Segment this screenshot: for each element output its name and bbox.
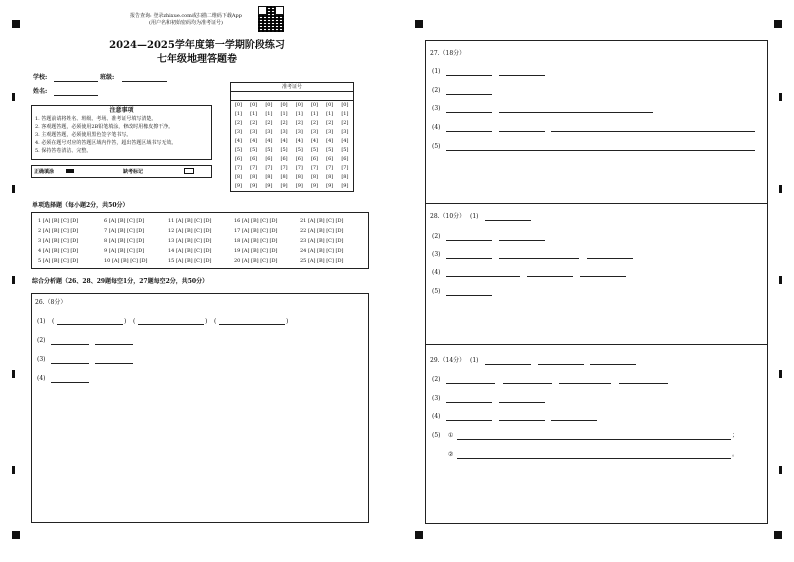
notice-item: 1. 答题前请将姓名、班级、考场、准考证号填写清楚。	[35, 116, 157, 122]
exam-id-digit-bubble[interactable]: [0]	[310, 102, 319, 108]
exam-id-digit-column	[308, 101, 321, 191]
registration-mark	[415, 20, 423, 28]
exam-id-digit-bubble[interactable]: [0]	[265, 102, 273, 108]
exam-id-digit-bubble[interactable]: [0]	[234, 102, 243, 108]
exam-id-digit-bubble[interactable]: [5]	[326, 147, 334, 153]
exam-id-digit-bubble[interactable]: [3]	[310, 129, 319, 135]
exam-id-digit-bubble[interactable]: [5]	[234, 147, 243, 153]
paren-close: )	[124, 318, 127, 325]
q28-part4-blank3[interactable]	[580, 276, 626, 277]
mcq-question-options[interactable]: 21 [A] [B] [C] [D]	[300, 218, 344, 224]
exam-id-digit-bubble[interactable]: [8]	[295, 174, 303, 180]
exam-id-digit-bubble[interactable]: [4]	[310, 138, 319, 144]
q27-part4-label: (4)	[432, 124, 441, 131]
q28-part1-blank1[interactable]	[485, 220, 531, 221]
mcq-question-options[interactable]: 13 [A] [B] [C] [D]	[168, 238, 212, 244]
paren-open: (	[133, 318, 136, 325]
q28-part3-blank2[interactable]	[499, 258, 579, 259]
exam-id-digit-bubble[interactable]: [5]	[295, 147, 303, 153]
q29-part3-blank2[interactable]	[499, 402, 545, 403]
exam-id-digit-bubble[interactable]: [8]	[341, 174, 349, 180]
q29-part4-blank1[interactable]	[446, 420, 492, 421]
exam-id-digit-bubble[interactable]: [0]	[341, 102, 349, 108]
timing-mark	[779, 466, 782, 474]
q29-part4-label: (4)	[432, 413, 441, 420]
q27-answer-box	[425, 40, 768, 204]
name-input[interactable]	[54, 95, 98, 96]
q28-part4-blank2[interactable]	[527, 276, 573, 277]
exam-id-digit-column	[278, 101, 291, 191]
exam-id-digit-bubble[interactable]: [1]	[310, 111, 319, 117]
mcq-section-title: 单项选择题（每小题2分，共50分）	[32, 202, 129, 209]
q28-part1-label: (1)	[470, 213, 479, 220]
notice-item: 5. 保持答卷清洁、完整。	[35, 148, 92, 154]
exam-id-digit-bubble[interactable]: [0]	[295, 102, 303, 108]
exam-id-digit-bubble[interactable]: [9]	[265, 183, 273, 189]
exam-id-digit-bubble[interactable]: [1]	[280, 111, 288, 117]
timing-mark	[779, 93, 782, 101]
q29-part2-label: (2)	[432, 376, 441, 383]
mcq-question-options[interactable]: 6 [A] [B] [C] [D]	[104, 218, 145, 224]
exam-id-digit-bubble[interactable]: [2]	[295, 120, 303, 126]
q29-part5-item2-label: ②	[448, 451, 454, 458]
timing-mark	[12, 466, 15, 474]
exam-id-digit-bubble[interactable]: [8]	[265, 174, 273, 180]
q26-part2-label: (2)	[37, 337, 46, 344]
notice-item: 4. 必须在题号对应的答题区域内作答，超出答题区域书写无效。	[35, 140, 177, 146]
q29-answer-box	[425, 344, 768, 524]
exam-id-digit-bubble[interactable]: [5]	[265, 147, 273, 153]
school-input[interactable]	[54, 81, 98, 82]
exam-id-digit-bubble[interactable]: [9]	[234, 183, 243, 189]
exam-id-digit-bubble[interactable]: [6]	[280, 156, 288, 162]
exam-id-digit-bubble[interactable]: [8]	[280, 174, 288, 180]
registration-mark	[774, 531, 782, 539]
exam-id-digit-bubble[interactable]: [6]	[310, 156, 319, 162]
q29-part4-blank2[interactable]	[499, 420, 545, 421]
q28-part4-blank1[interactable]	[446, 276, 520, 277]
q29-part4-blank3[interactable]	[551, 420, 597, 421]
mcq-question-options[interactable]: 23 [A] [B] [C] [D]	[300, 238, 344, 244]
page-title: 2024—2025学年度第一学期阶段练习	[109, 40, 285, 51]
q28-part3-label: (3)	[432, 251, 441, 258]
exam-id-digit-bubble[interactable]: [7]	[326, 165, 334, 171]
mcq-question-options[interactable]: 25 [A] [B] [C] [D]	[300, 258, 344, 264]
q28-part2-blank1[interactable]	[446, 240, 492, 241]
q29-part2-blank2[interactable]	[503, 383, 552, 384]
mcq-question-options[interactable]: 10 [A] [B] [C] [D]	[104, 258, 148, 264]
exam-id-label: 准考证号	[281, 84, 302, 90]
q29-title: 29.（14分）	[430, 357, 466, 364]
exam-id-digit-bubble[interactable]: [3]	[265, 129, 273, 135]
q26-part3-label: (3)	[37, 356, 46, 363]
q29-part2-blank4[interactable]	[619, 383, 668, 384]
exam-id-digit-bubble[interactable]: [7]	[341, 165, 349, 171]
q28-part4-label: (4)	[432, 269, 441, 276]
q29-part5-blank2[interactable]	[457, 458, 731, 459]
q29-part3-blank1[interactable]	[446, 402, 492, 403]
q28-part2-label: (2)	[432, 233, 441, 240]
exam-id-digit-bubble[interactable]: [8]	[310, 174, 319, 180]
exam-id-digit-bubble[interactable]: [3]	[326, 129, 334, 135]
q27-part5-label: (5)	[432, 143, 441, 150]
exam-id-digit-bubble[interactable]: [6]	[326, 156, 334, 162]
q27-part5-blank1[interactable]	[446, 150, 755, 151]
exam-id-digit-bubble[interactable]: [6]	[265, 156, 273, 162]
exam-id-digit-bubble[interactable]: [3]	[280, 129, 288, 135]
exam-id-digit-bubble[interactable]: [1]	[265, 111, 273, 117]
report-notice-line1: 报告查询: 登录zhixue.com或扫描二维码下载App	[130, 13, 242, 19]
timing-mark	[12, 93, 15, 101]
timing-mark	[12, 370, 15, 378]
exam-id-digit-bubble[interactable]: [0]	[326, 102, 334, 108]
q29-part1-blank3[interactable]	[590, 364, 636, 365]
q29-part5-item1-label: ①	[448, 432, 454, 439]
exam-id-digit-bubble[interactable]: [2]	[234, 120, 243, 126]
exam-id-digit-bubble[interactable]: [5]	[310, 147, 319, 153]
q29-part2-blank3[interactable]	[559, 383, 611, 384]
mcq-question-options[interactable]: 14 [A] [B] [C] [D]	[168, 248, 212, 254]
exam-id-digit-bubble[interactable]: [7]	[310, 165, 319, 171]
q26-part4-label: (4)	[37, 375, 46, 382]
q28-title: 28.（10分）	[430, 213, 466, 220]
q29-part5-semicolon: ；	[732, 432, 739, 439]
exam-id-digit-bubble[interactable]: [2]	[310, 120, 319, 126]
timing-mark	[779, 370, 782, 378]
q29-part5-blank1[interactable]	[457, 439, 731, 440]
exam-id-digit-bubble[interactable]: [4]	[280, 138, 288, 144]
report-notice-line2: (用户名和初始密码均为准考证号)	[149, 20, 223, 26]
q29-part1-blank2[interactable]	[538, 364, 584, 365]
q26-part2-blank1[interactable]	[51, 344, 89, 345]
mcq-question-options[interactable]: 16 [A] [B] [C] [D]	[234, 218, 278, 224]
mcq-question-options[interactable]: 18 [A] [B] [C] [D]	[234, 238, 278, 244]
mcq-question-options[interactable]: 22 [A] [B] [C] [D]	[300, 228, 344, 234]
q27-part1-blank2[interactable]	[499, 75, 545, 76]
mcq-question-options[interactable]: 5 [A] [B] [C] [D]	[38, 258, 79, 264]
q28-part3-blank3[interactable]	[587, 258, 633, 259]
timing-mark	[779, 276, 782, 284]
q28-answer-box	[425, 203, 768, 345]
q26-part4-blank1[interactable]	[51, 382, 89, 383]
notice-item: 3. 主观题答题，必须使用黑色签字笔书写。	[35, 132, 132, 138]
q26-part1-blank2[interactable]	[138, 324, 204, 325]
exam-id-digit-bubble[interactable]: [2]	[280, 120, 288, 126]
mcq-question-options[interactable]: 4 [A] [B] [C] [D]	[38, 248, 79, 254]
mcq-question-options[interactable]: 17 [A] [B] [C] [D]	[234, 228, 278, 234]
exam-id-digit-bubble[interactable]: [2]	[250, 120, 258, 126]
q29-part5-label: (5)	[432, 432, 441, 439]
correct-fill-sample	[66, 169, 74, 173]
exam-id-digit-bubble[interactable]: [9]	[295, 183, 303, 189]
q27-title: 27.（18分）	[430, 50, 466, 57]
timing-mark	[12, 276, 15, 284]
q27-part3-blank2[interactable]	[499, 112, 653, 113]
exam-id-digit-bubble[interactable]: [2]	[326, 120, 334, 126]
exam-id-digit-bubble[interactable]: [1]	[341, 111, 349, 117]
q26-part1-blank3[interactable]	[219, 324, 285, 325]
notice-item: 2. 客观题答题，必须使用2B铅笔填涂，修改时用橡皮擦干净。	[35, 124, 174, 130]
mcq-question-options[interactable]: 7 [A] [B] [C] [D]	[104, 228, 145, 234]
q27-part3-blank1[interactable]	[446, 112, 492, 113]
exam-id-digit-bubble[interactable]: [7]	[280, 165, 288, 171]
registration-mark	[12, 20, 20, 28]
exam-id-digit-bubble[interactable]: [9]	[326, 183, 334, 189]
mcq-question-options[interactable]: 12 [A] [B] [C] [D]	[168, 228, 212, 234]
q29-part2-blank1[interactable]	[446, 383, 495, 384]
paren-open: (	[214, 318, 217, 325]
q29-part3-label: (3)	[432, 395, 441, 402]
mcq-question-options[interactable]: 2 [A] [B] [C] [D]	[38, 228, 79, 234]
q26-part1-blank1[interactable]	[57, 324, 123, 325]
q27-part4-blank1[interactable]	[446, 131, 492, 132]
q28-part3-blank1[interactable]	[446, 258, 492, 259]
exam-id-digit-bubble[interactable]: [6]	[295, 156, 303, 162]
exam-id-digit-column	[262, 101, 275, 191]
q27-part1-blank1[interactable]	[446, 75, 492, 76]
exam-id-digit-column	[293, 101, 306, 191]
exam-id-divider	[230, 91, 354, 92]
timing-mark	[12, 185, 15, 193]
exam-id-digit-bubble[interactable]: [8]	[234, 174, 243, 180]
exam-id-digit-column	[247, 101, 260, 191]
mcq-question-options[interactable]: 1 [A] [B] [C] [D]	[38, 218, 79, 224]
exam-id-digit-bubble[interactable]: [5]	[280, 147, 288, 153]
analysis-section-title: 综合分析题（26、28、29题每空1分，27题每空2分，共50分）	[32, 278, 209, 285]
exam-id-digit-bubble[interactable]: [4]	[234, 138, 243, 144]
q28-part5-blank1[interactable]	[446, 295, 492, 296]
mcq-question-options[interactable]: 9 [A] [B] [C] [D]	[104, 248, 145, 254]
exam-id-digit-bubble[interactable]: [0]	[280, 102, 288, 108]
exam-id-digit-column	[338, 101, 351, 191]
class-label: 班级:	[100, 74, 115, 81]
page-subtitle: 七年级地理答题卷	[157, 54, 237, 65]
exam-id-digit-bubble[interactable]: [7]	[265, 165, 273, 171]
exam-id-digit-bubble[interactable]: [6]	[341, 156, 349, 162]
exam-id-digit-column	[232, 101, 245, 191]
exam-id-digit-column	[323, 101, 336, 191]
q29-part1-label: (1)	[470, 357, 479, 364]
paren-open: (	[52, 318, 55, 325]
registration-mark	[774, 20, 782, 28]
timing-mark	[779, 185, 782, 193]
mcq-question-options[interactable]: 24 [A] [B] [C] [D]	[300, 248, 344, 254]
paren-close: )	[286, 318, 289, 325]
exam-id-digit-bubble[interactable]: [6]	[234, 156, 243, 162]
correct-fill-label: 正确填涂	[34, 169, 55, 175]
exam-id-digit-bubble[interactable]: [9]	[250, 183, 258, 189]
class-input[interactable]	[122, 81, 167, 82]
q29-part5-period: 。	[732, 451, 739, 458]
exam-id-digit-bubble[interactable]: [3]	[295, 129, 303, 135]
q26-answer-box	[31, 293, 369, 523]
school-label: 学校:	[33, 74, 48, 81]
q28-part5-label: (5)	[432, 288, 441, 295]
qr-code-icon[interactable]	[258, 6, 284, 32]
q27-part2-blank1[interactable]	[446, 94, 492, 95]
exam-id-digit-bubble[interactable]: [6]	[250, 156, 258, 162]
exam-id-digit-bubble[interactable]: [8]	[326, 174, 334, 180]
exam-id-digit-bubble[interactable]: [8]	[250, 174, 258, 180]
notice-title: 注意事项	[109, 107, 134, 114]
exam-id-digit-bubble[interactable]: [7]	[250, 165, 258, 171]
q27-part4-blank2[interactable]	[499, 131, 545, 132]
q26-part3-blank1[interactable]	[51, 363, 89, 364]
exam-id-digit-bubble[interactable]: [0]	[250, 102, 258, 108]
exam-id-digit-bubble[interactable]: [5]	[250, 147, 258, 153]
q27-part2-label: (2)	[432, 87, 441, 94]
q26-part2-blank2[interactable]	[95, 344, 133, 345]
q29-part1-blank1[interactable]	[485, 364, 531, 365]
exam-id-digit-bubble[interactable]: [7]	[295, 165, 303, 171]
q26-part3-blank2[interactable]	[95, 363, 133, 364]
exam-id-digit-bubble[interactable]: [9]	[280, 183, 288, 189]
exam-id-digit-bubble[interactable]: [3]	[341, 129, 349, 135]
missing-mark-checkbox[interactable]	[184, 168, 194, 174]
mcq-question-options[interactable]: 8 [A] [B] [C] [D]	[104, 238, 145, 244]
exam-id-digit-bubble[interactable]: [1]	[326, 111, 334, 117]
exam-id-digit-bubble[interactable]: [3]	[234, 129, 243, 135]
exam-id-digit-bubble[interactable]: [1]	[234, 111, 243, 117]
exam-id-digit-bubble[interactable]: [4]	[341, 138, 349, 144]
q27-part1-label: (1)	[432, 68, 441, 75]
q26-title: 26.（8分）	[35, 299, 67, 306]
mcq-question-options[interactable]: 20 [A] [B] [C] [D]	[234, 258, 278, 264]
exam-id-digit-bubble[interactable]: [5]	[341, 147, 349, 153]
mcq-question-options[interactable]: 19 [A] [B] [C] [D]	[234, 248, 278, 254]
registration-mark	[12, 531, 20, 539]
exam-id-digit-bubble[interactable]: [2]	[341, 120, 349, 126]
paren-close: )	[205, 318, 208, 325]
exam-id-digit-bubble[interactable]: [4]	[295, 138, 303, 144]
exam-id-digit-bubble[interactable]: [1]	[295, 111, 303, 117]
exam-id-digit-bubble[interactable]: [3]	[250, 129, 258, 135]
exam-id-digit-bubble[interactable]: [2]	[265, 120, 273, 126]
q27-part3-label: (3)	[432, 105, 441, 112]
mcq-question-options[interactable]: 3 [A] [B] [C] [D]	[38, 238, 79, 244]
mcq-question-options[interactable]: 15 [A] [B] [C] [D]	[168, 258, 212, 264]
mcq-question-options[interactable]: 11 [A] [B] [C] [D]	[168, 218, 212, 224]
missing-mark-label: 缺考标记	[123, 169, 144, 175]
exam-id-digit-bubble[interactable]: [4]	[265, 138, 273, 144]
q27-part4-blank3[interactable]	[551, 131, 755, 132]
registration-mark	[415, 531, 423, 539]
exam-id-digit-bubble[interactable]: [7]	[234, 165, 243, 171]
q28-part2-blank2[interactable]	[499, 240, 545, 241]
q26-part1-label: (1)	[37, 318, 46, 325]
exam-id-digit-bubble[interactable]: [4]	[250, 138, 258, 144]
exam-id-digit-bubble[interactable]: [9]	[310, 183, 319, 189]
name-label: 姓名:	[33, 88, 48, 95]
exam-id-digit-bubble[interactable]: [4]	[326, 138, 334, 144]
exam-id-digit-bubble[interactable]: [1]	[250, 111, 258, 117]
exam-id-digit-bubble[interactable]: [9]	[341, 183, 349, 189]
